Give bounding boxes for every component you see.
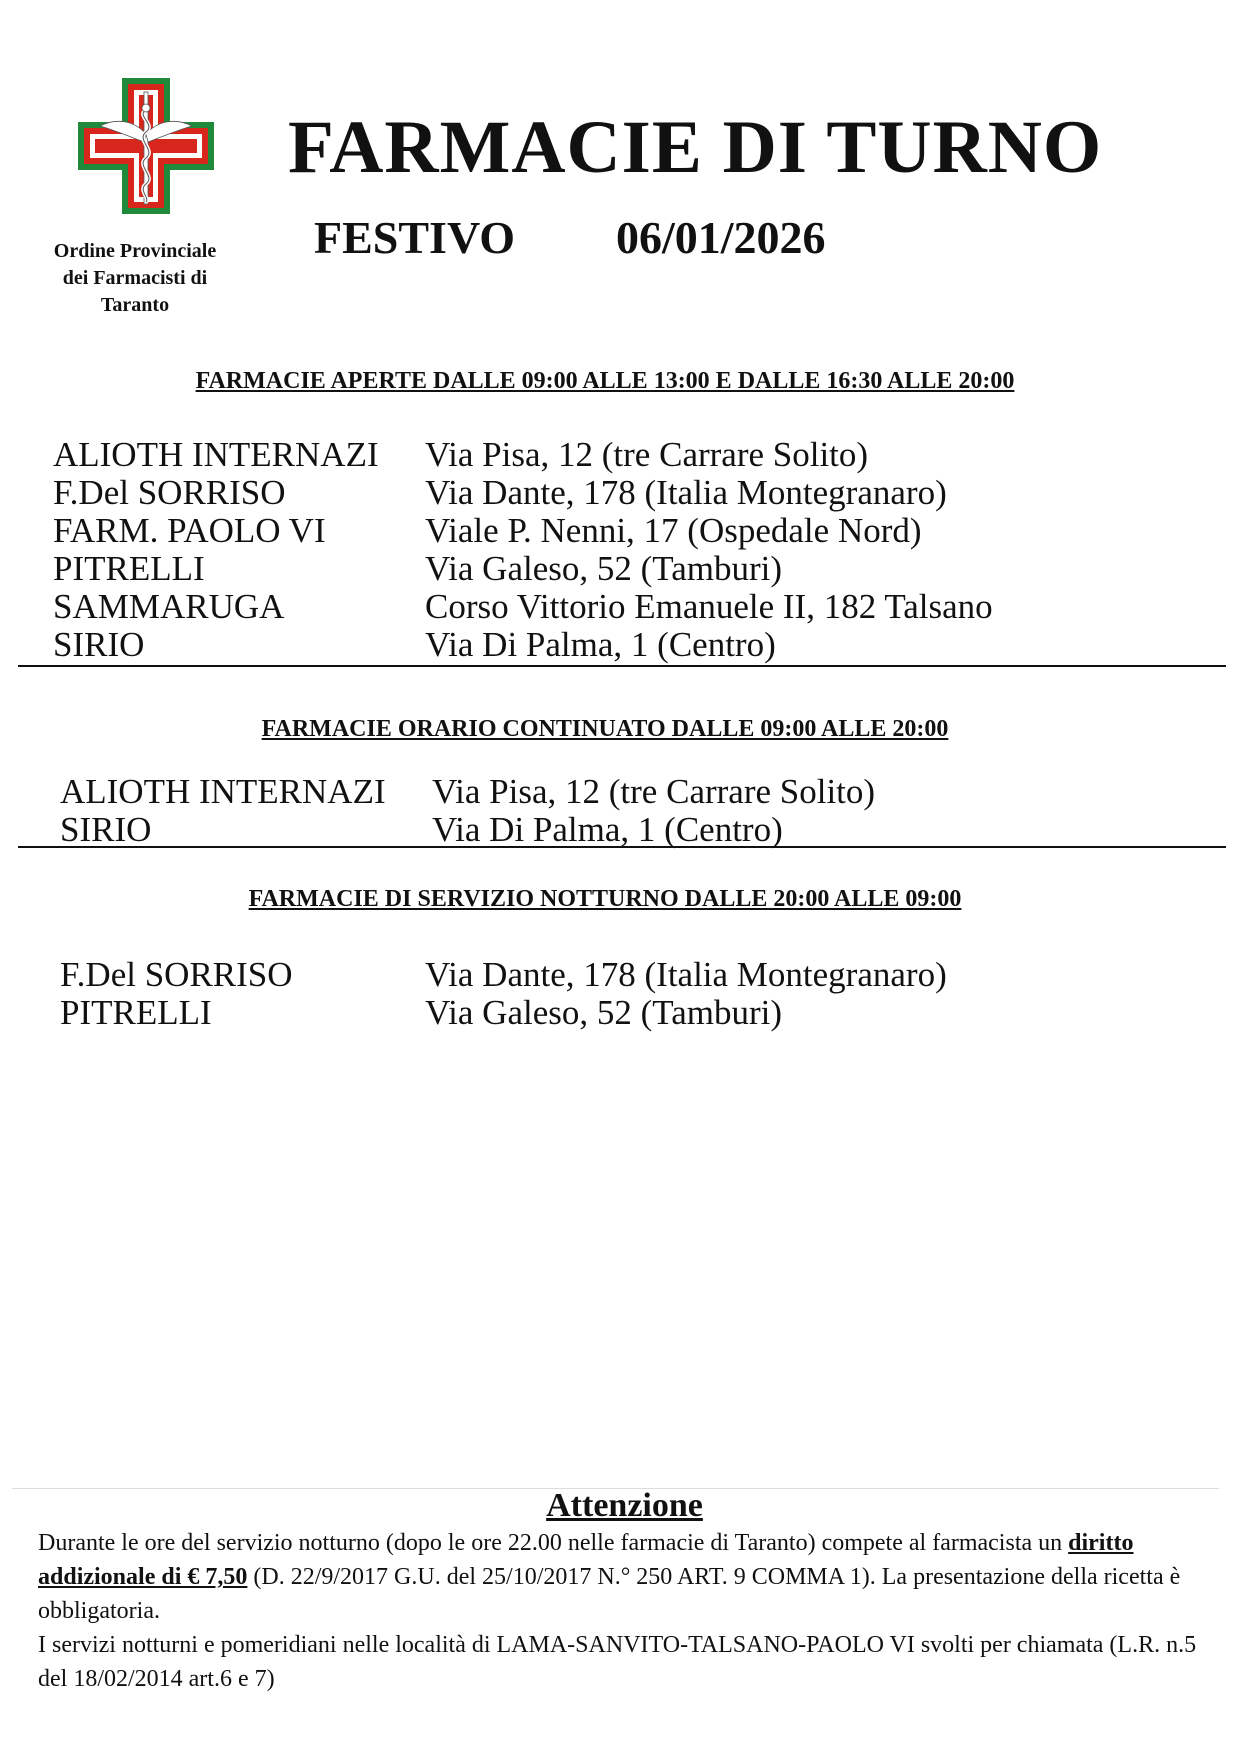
shift-date: 06/01/2026	[616, 212, 826, 263]
pharmacy-address: Via Galeso, 52 (Tamburi)	[425, 993, 783, 1032]
section-heading-continuous: FARMACIE ORARIO CONTINUATO DALLE 09:00 ALLE 20:00	[261, 716, 949, 742]
section-divider	[18, 846, 1226, 848]
pharmacy-name: SIRIO	[60, 810, 152, 849]
pharmacy-list-open-hours	[53, 436, 993, 664]
pharmacy-address: Via Di Palma, 1 (Centro)	[432, 810, 783, 849]
pharmacy-row	[53, 512, 993, 550]
pharmacy-row	[60, 811, 875, 849]
caduceus-cross-icon	[76, 76, 216, 216]
section-divider	[18, 665, 1226, 667]
section-heading-open-hours: FARMACIE APERTE DALLE 09:00 ALLE 13:00 E DALLE 16:30 ALLE 20:00	[195, 368, 1015, 394]
org-line-3: Taranto	[100, 294, 170, 316]
pharmacy-name: PITRELLI	[53, 549, 205, 588]
surcharge-amount: diritto addizionale di € 7,50	[38, 1530, 1134, 1590]
pharmacy-list-night-service	[60, 956, 947, 1032]
notice-paragraph-on-call: I servizi notturni e pomeridiani nelle località di LAMA-SANVITO-TALSANO-PAOLO VI svolti per chiamata (L.R. n.5 del 18/02/2014 art.6 e 7)	[38, 1632, 1197, 1692]
pharmacy-address: Corso Vittorio Emanuele II, 182 Talsano	[425, 587, 993, 626]
pharmacy-name: SAMMARUGA	[53, 587, 285, 626]
org-line-1: Ordine Provinciale	[53, 240, 217, 262]
pharmacy-list-continuous	[60, 773, 875, 849]
notice-text: Durante le ore del servizio notturno (dopo le ore 22.00 nelle farmacie di Taranto) compete al farmacista un	[38, 1530, 1069, 1556]
pharmacy-row	[53, 474, 993, 512]
pharmacy-address: Viale P. Nenni, 17 (Ospedale Nord)	[425, 511, 922, 550]
pharmacy-cross-logo	[76, 76, 216, 216]
pharmacy-row	[53, 588, 993, 626]
pharmacy-address: Via Pisa, 12 (tre Carrare Solito)	[425, 435, 869, 474]
pharmacy-name: ALIOTH INTERNAZI	[60, 772, 386, 811]
pharmacy-address: Via Dante, 178 (Italia Montegranaro)	[425, 955, 947, 994]
page-title: FARMACIE DI TURNO	[288, 106, 1103, 189]
pharmacy-row	[53, 550, 993, 588]
pharmacy-name: SIRIO	[53, 625, 145, 664]
pharmacy-name: ALIOTH INTERNAZI	[53, 435, 379, 474]
pharmacy-row	[53, 626, 993, 664]
notice-paragraph-surcharge	[38, 1526, 1223, 1628]
org-line-2: dei Farmacisti di	[62, 267, 208, 289]
pharmacy-row	[60, 956, 947, 994]
pharmacy-address: Via Pisa, 12 (tre Carrare Solito)	[432, 772, 876, 811]
section-heading-night-service: FARMACIE DI SERVIZIO NOTTURNO DALLE 20:00 ALLE 09:00	[248, 886, 962, 912]
pharmacy-address: Via Dante, 178 (Italia Montegranaro)	[425, 473, 947, 512]
pharmacy-row	[53, 436, 993, 474]
day-type-label: FESTIVO	[314, 212, 516, 263]
pharmacy-address: Via Di Palma, 1 (Centro)	[425, 625, 776, 664]
pharmacy-row	[60, 773, 875, 811]
pharmacy-row	[60, 994, 947, 1032]
pharmacy-name: FARM. PAOLO VI	[53, 511, 326, 550]
pharmacy-name: PITRELLI	[60, 993, 212, 1032]
notice-title: Attenzione	[546, 1487, 703, 1524]
pharmacy-name: F.Del SORRISO	[53, 473, 286, 512]
pharmacy-name: F.Del SORRISO	[60, 955, 293, 994]
pharmacy-address: Via Galeso, 52 (Tamburi)	[425, 549, 783, 588]
organization-name	[30, 238, 240, 319]
notice-text: (D. 22/9/2017 G.U. del 25/10/2017 N.° 250 ART. 9 COMMA 1). La presentazione della ricetta è obbligatoria.	[38, 1564, 1181, 1624]
